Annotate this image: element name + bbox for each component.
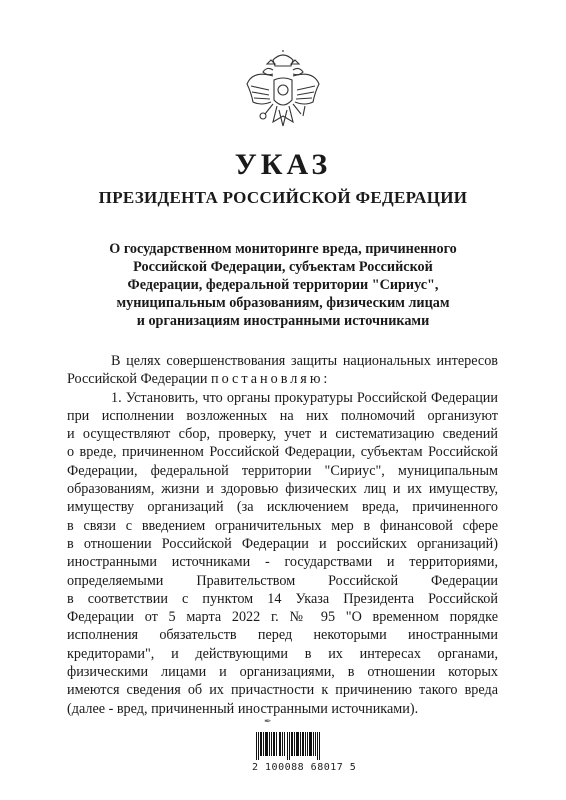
decree-word: постановляю:: [211, 371, 331, 388]
paragraph-line: 1. Установить, что органы прокуратуры Российской Федерации: [111, 389, 498, 406]
coat-of-arms-emblem: [243, 50, 323, 140]
paragraph-line: физическими лицами и организациями, в отношении которых: [67, 664, 498, 681]
paragraph-line: Федерации от 5 марта 2022 г. № 95 "О временном порядке: [67, 609, 498, 626]
paragraph-line: при исполнении возложенных на них полномочий организуют: [67, 407, 498, 424]
paragraph-line: Федерации, федеральной территории "Сириус", муниципальным: [67, 462, 498, 479]
paragraph-line: имуществу организаций (за исключением вреда, причиненного: [67, 499, 498, 516]
heading-line: и организациям иностранными источниками: [136, 313, 430, 329]
decree-body: [67, 352, 498, 718]
paragraph-line: имеются сведения об их причастности к причинению такого вреда: [67, 682, 498, 699]
document-subtitle: ПРЕЗИДЕНТА РОССИЙСКОЙ ФЕДЕРАЦИИ: [98, 188, 468, 207]
heading-line: О государственном мониторинге вреда, причиненного: [109, 241, 457, 257]
preamble-line: Российской Федерации: [67, 371, 208, 388]
paragraph-line: (далее - вред, причиненный иностранными источниками).: [67, 700, 419, 717]
preamble-line: В целях совершенствования защиты национальных интересов: [111, 353, 498, 369]
paragraph-line: в связи с введением ограничительных мер в финансовой сфере: [67, 517, 498, 534]
heading-line: Федерации, федеральной территории "Сириус",: [127, 277, 439, 293]
document-title: УКАЗ: [234, 148, 332, 181]
paragraph-line: в отношении Российской Федерации и российских организаций): [67, 535, 498, 552]
heading-line: муниципальным образованиям, физическим лицам: [116, 295, 450, 311]
paragraph-line: и осуществляют сбор, проверку, учет и систематизацию сведений: [67, 426, 498, 443]
barcode: [256, 732, 320, 760]
paragraph-line: в соответствии с пунктом 14 Указа Президента Российской: [67, 590, 498, 607]
paragraph-line: определяемыми Правительством Российской Федерации: [67, 572, 498, 589]
print-mark-icon: ✒: [264, 716, 272, 726]
heading-line: Российской Федерации, субъектам Российской: [133, 259, 433, 275]
paragraph-line: кредиторами", и действующими в их интересах органами,: [67, 645, 498, 662]
paragraph-line: образованиям, жизни и здоровью физических лиц и их имуществу,: [67, 481, 498, 498]
preamble-line-decree: [67, 370, 498, 388]
paragraph-line: иностранными источниками - государствами и территориями,: [67, 554, 498, 571]
decree-heading: [90, 240, 476, 330]
barcode-number: 2 100088 68017 5: [252, 762, 357, 773]
paragraph-line: исполнения обязательств перед некоторыми иностранными: [67, 627, 498, 644]
paragraph-line: о вреде, причиненном Российской Федерации, субъектам Российской: [67, 444, 498, 461]
